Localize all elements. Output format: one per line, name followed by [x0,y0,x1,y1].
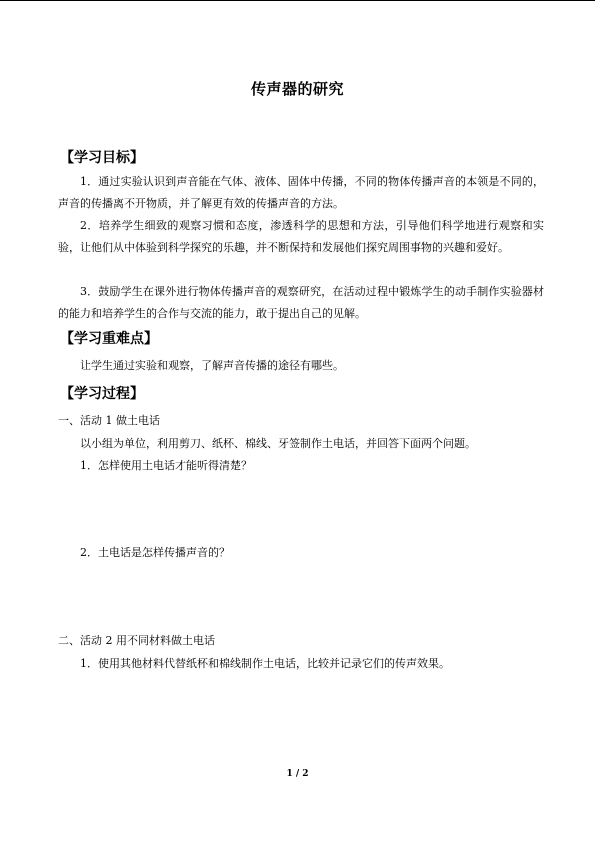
key-points-text: 让学生通过实验和观察，了解声音传播的途径有哪些。 [80,359,344,372]
goal-item-3: 3．鼓励学生在课外进行物体传播声音的观察研究，在活动过程中锻炼学生的动手制作实验器材的能力和培养学生的合作与交流的能力，敢于提出自己的见解。 [58,285,544,320]
goal-item-2: 2．培养学生细致的观察习惯和态度，渗透科学的思想和方法，引导他们科学地进行观察和实验，让他们从中体验到科学探究的乐趣，并不断保持和发展他们探究周围事物的兴趣和爱好。 [58,219,544,254]
activity-1-question-1: 1．怎样使用土电话才能听得清楚？ [80,459,252,472]
activity-2-title: 二、活动 2 用不同材料做土电话 [58,634,215,647]
activity-1-title: 一、活动 1 做土电话 [58,414,160,427]
goal-item-1: 1．通过实验认识到声音能在气体、液体、固体中传播，不同的物体传播声音的本领是不同的，声音的传播离不开物质，并了解更有效的传播声音的方法。 [58,175,544,210]
page-title: 传声器的研究 [250,80,344,98]
page-number: 1 / 2 [286,769,309,779]
header-rule [0,0,595,1]
activity-2-question-1: 1．使用其他材料代替纸杯和棉线制作土电话，比较并记录它们的传声效果。 [80,657,450,670]
activity-1-question-2: 2．土电话是怎样传播声音的？ [80,546,230,559]
activity-1-intro: 以小组为单位，利用剪刀、纸杯、棉线、牙签制作土电话，并回答下面两个问题。 [80,437,476,450]
key-points-heading: 【学习重难点】 [60,331,158,347]
process-heading: 【学习过程】 [60,386,144,402]
goals-heading: 【学习目标】 [60,150,144,166]
